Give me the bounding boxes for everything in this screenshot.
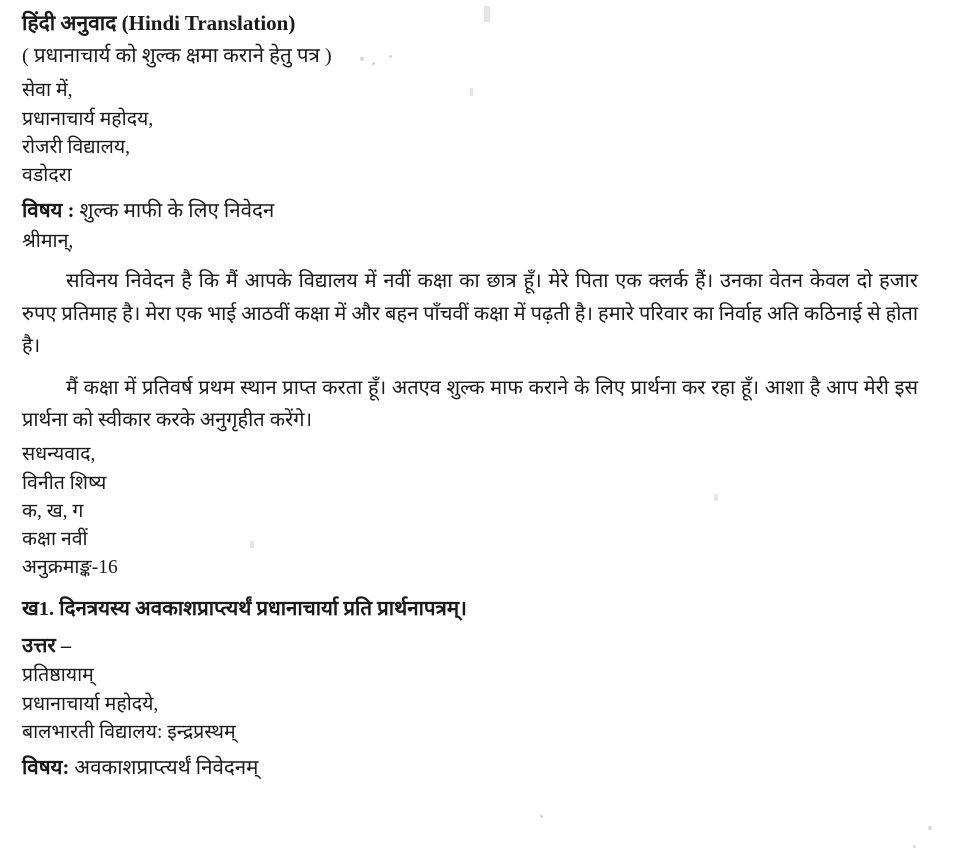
scan-artifact bbox=[928, 826, 932, 830]
scan-artifact bbox=[913, 845, 916, 848]
address-line: प्रधानाचार्या महोदये, bbox=[22, 693, 159, 715]
address-line: वडोदरा bbox=[22, 165, 72, 187]
letter-closing-block bbox=[22, 441, 924, 582]
subject-label: विषय : bbox=[22, 200, 75, 223]
letter-salutation: श्रीमान्, bbox=[22, 231, 74, 253]
answer-subject bbox=[22, 752, 924, 785]
closing-line: विनीत शिष्य bbox=[22, 472, 107, 494]
scan-artifact bbox=[540, 815, 543, 818]
closing-line: क, ख, ग bbox=[22, 500, 84, 522]
address-line: रोजरी विद्यालय, bbox=[22, 136, 131, 158]
address-line: बालभारती विद्यालय: इन्द्रप्रस्थम् bbox=[22, 721, 236, 743]
answer-label: उत्तर – bbox=[22, 634, 72, 657]
closing-line: सधन्यवाद, bbox=[22, 444, 96, 466]
letter-paragraph: मैं कक्षा में प्रतिवर्ष प्रथम स्थान प्राप्त करता हूँ। अतएव शुल्क माफ कराने के लिए प्रार्थना कर रहा हूँ। आशा है आप मेरी इस प्रार्थना को स्वीकार करके अनुगृहीत करेंगे। bbox=[22, 376, 918, 431]
letter-subject bbox=[22, 195, 924, 228]
address-line: प्रधानाचार्य महोदय, bbox=[22, 108, 154, 130]
closing-line: कक्षा नवीं bbox=[22, 529, 88, 551]
closing-line: अनुक्रमाङ्क-16 bbox=[22, 557, 118, 579]
subject-text: शुल्क माफी के लिए निवेदन bbox=[74, 200, 275, 223]
document-title: हिंदी अनुवाद (Hindi Translation) bbox=[22, 11, 296, 35]
document-subtitle: ( प्रधानाचार्य को शुल्क क्षमा कराने हेतु पत्र ) bbox=[22, 44, 332, 67]
subject-label: विषय: bbox=[22, 757, 70, 780]
letter-paragraph: सविनय निवेदन है कि मैं आपके विद्यालय में नवीं कक्षा का छात्र हूँ। मेरे पिता एक क्लर्क हैं। उनका वेतन केवल दो हजार रुपए प्रतिमाह है। मेरा एक भाई आठवीं कक्षा में और बहन पाँचवीं कक्षा में पढ़ती है। हमारे परिवार का निर्वाह अति कठिनाई से होता है। bbox=[22, 270, 918, 358]
answer-address-block bbox=[22, 662, 924, 747]
subject-text: अवकाशप्राप्त्यर्थं निवेदनम् bbox=[69, 757, 259, 780]
question-heading: ख1. दिनत्रयस्य अवकाशप्राप्त्यर्थं प्रधानाचार्या प्रति प्रार्थनापत्रम्। bbox=[22, 597, 467, 620]
address-line: सेवा में, bbox=[22, 80, 73, 102]
address-line: प्रतिष्ठायाम् bbox=[22, 665, 94, 687]
letter-address-block bbox=[22, 77, 924, 190]
